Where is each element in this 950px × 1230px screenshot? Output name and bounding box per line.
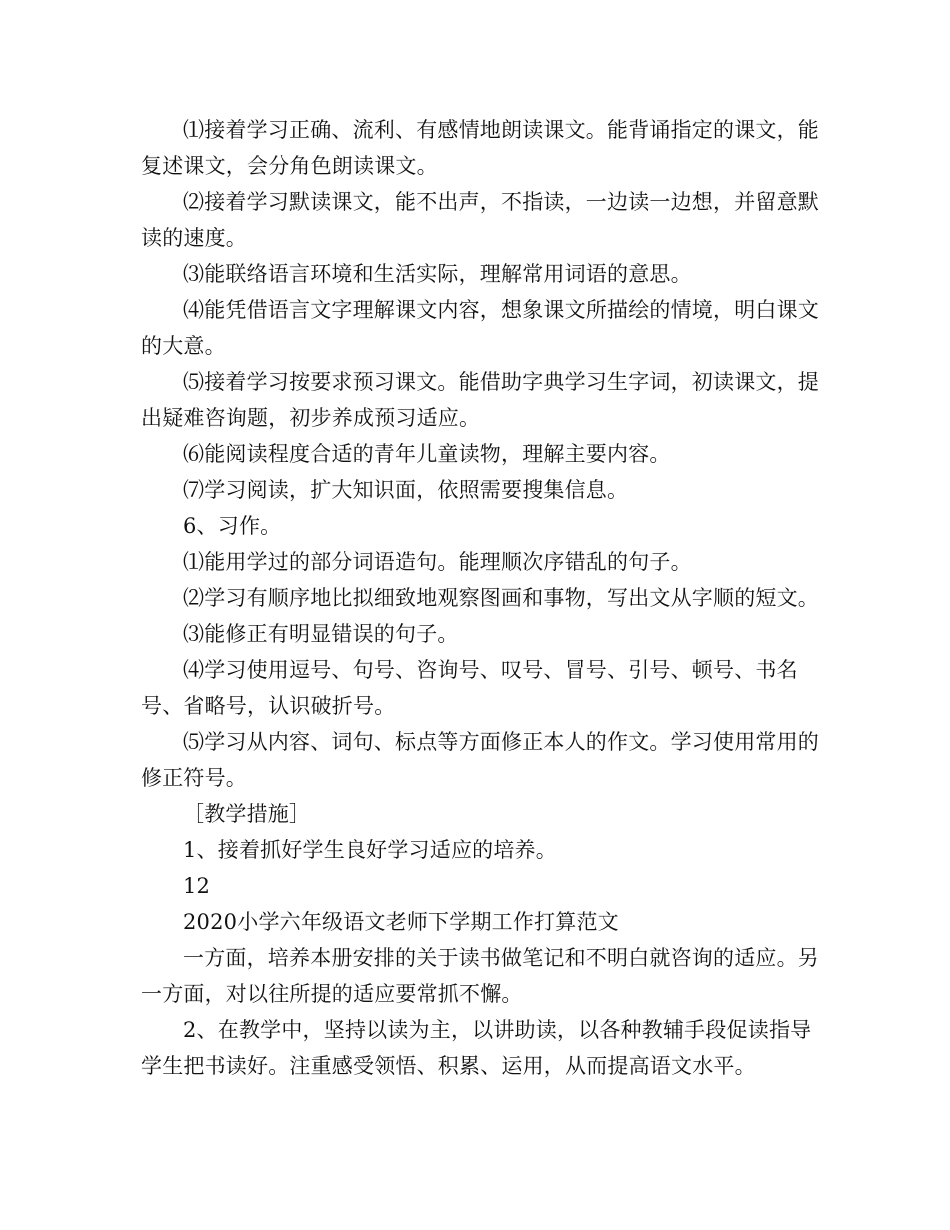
page-number: 12	[183, 874, 211, 898]
paragraph-reading-4: ⑷能凭借语言文字理解课文内容，想象课文所描绘的情境，明白课文的大意。	[141, 298, 819, 358]
section-heading-teaching-measures: ［教学措施］	[183, 802, 311, 826]
paragraph-reading-2: ⑵接着学习默读课文，能不出声，不指读，一边读一边想，并留意默读的速度。	[141, 190, 819, 250]
paragraph-reading-7: ⑺学习阅读，扩大知识面，依照需要搜集信息。	[183, 478, 629, 502]
document-body	[141, 112, 831, 1084]
paragraph-reading-6: ⑹能阅读程度合适的青年儿童读物，理解主要内容。	[183, 442, 671, 466]
document-title-line: 2020小学六年级语文老师下学期工作打算范文	[183, 910, 619, 934]
paragraph-reading-3: ⑶能联络语言环境和生活实际，理解常用词语的意思。	[183, 262, 692, 286]
paragraph-writing-3: ⑶能修正有明显错误的句子。	[183, 622, 459, 646]
paragraph-measure-2: 2、在教学中，坚持以读为主，以讲助读，以各种教辅手段促读指导学生把书读好。注重感受领悟、积累、运用，从而提高语文水平。	[141, 1018, 812, 1078]
paragraph-writing-4: ⑷学习使用逗号、句号、咨询号、叹号、冒号、引号、顿号、书名号、省略号，认识破折号。	[141, 658, 798, 718]
paragraph-writing-1: ⑴能用学过的部分词语造句。能理顺次序错乱的句子。	[183, 550, 692, 574]
paragraph-measure-1: 1、接着抓好学生良好学习适应的培养。	[183, 838, 557, 862]
paragraph-writing-2: ⑵学习有顺序地比拟细致地观察图画和事物，写出文从字顺的短文。	[183, 586, 819, 610]
paragraph-reading-1: ⑴接着学习正确、流利、有感情地朗读课文。能背诵指定的课文，能复述课文，会分角色朗读课文。	[141, 118, 819, 178]
section-heading-writing: 6、习作。	[183, 514, 282, 538]
paragraph-writing-5: ⑸学习从内容、词句、标点等方面修正本人的作文。学习使用常用的修正符号。	[141, 730, 819, 790]
paragraph-reading-5: ⑸接着学习按要求预习课文。能借助字典学习生字词，初读课文，提出疑难咨询题，初步养成预习适应。	[141, 370, 819, 430]
paragraph-habits: 一方面，培养本册安排的关于读书做笔记和不明白就咨询的适应。另一方面，对以往所提的适应要常抓不懈。	[141, 946, 819, 1006]
